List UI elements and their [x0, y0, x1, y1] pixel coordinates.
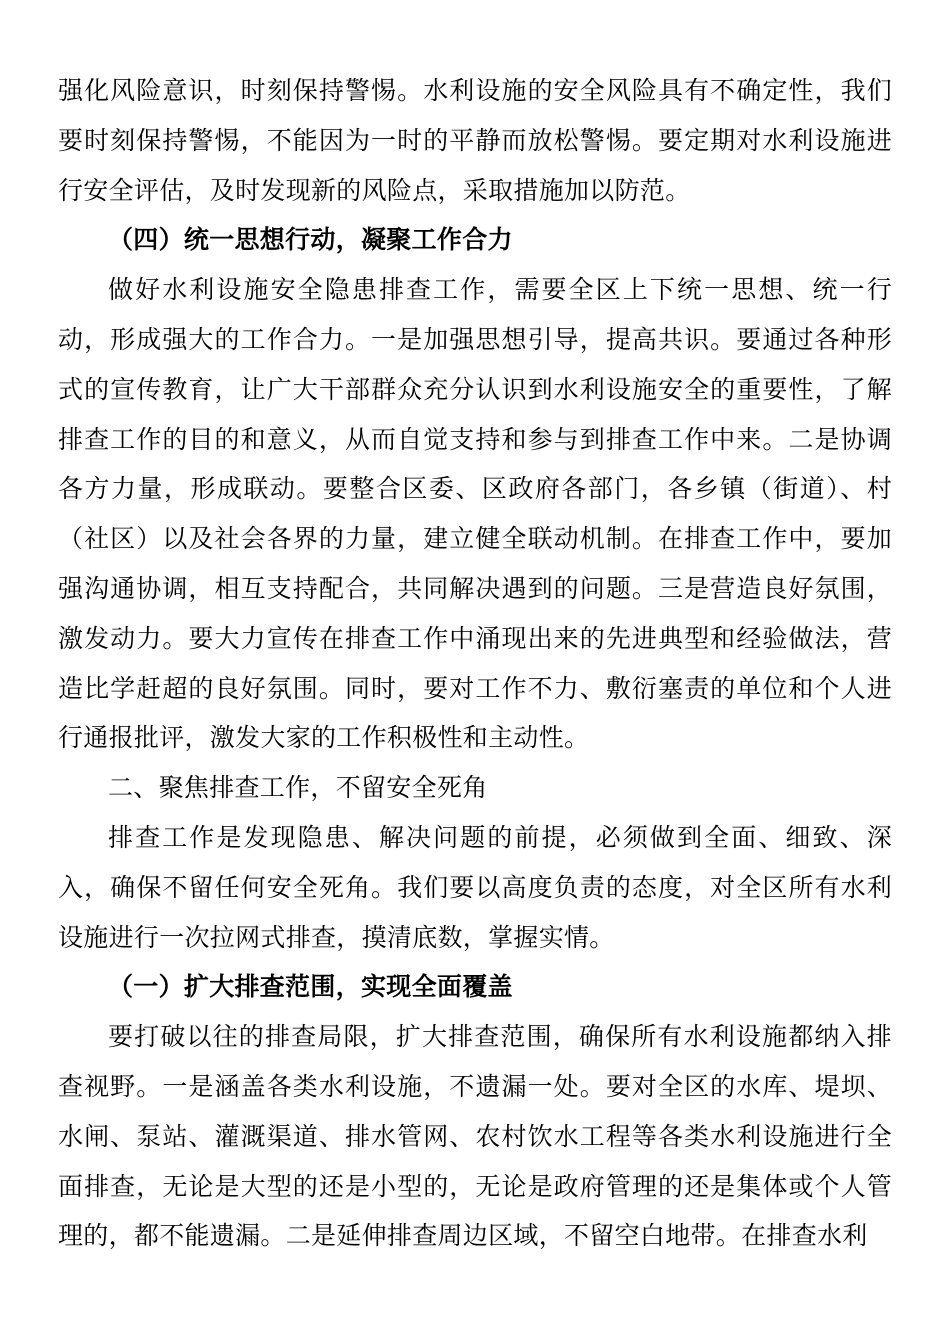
- chapter-heading-2: 二、聚焦排查工作，不留安全死角: [108, 773, 488, 803]
- paragraph-expand-scope: 要打破以往的排查局限，扩大排查范围，确保所有水利设施都纳入排查视野。一是涵盖各类水利设施，不遗漏一处。要对全区的水库、堤坝、水闸、泵站、灌溉渠道、排水管网、农村饮水工程等各类水利设施进行全面排查，无论是大型的还是小型的，无论是政府管理的还是集体或个人管理的，都不能遗漏。二是延伸排查周边区域，不留空白地带。在排查水利: [58, 1022, 892, 1251]
- document-page: [58, 66, 892, 1261]
- paragraph-risk-awareness: 强化风险意识，时刻保持警惕。水利设施的安全风险具有不确定性，我们要时刻保持警惕，不能因为一时的平静而放松警惕。要定期对水利设施进行安全评估，及时发现新的风险点，采取措施加以防范。: [58, 76, 892, 205]
- paragraph-inspection-intro: 排查工作是发现隐患、解决问题的前提，必须做到全面、细致、深入，确保不留任何安全死角。我们要以高度负责的态度，对全区所有水利设施进行一次拉网式排查，摸清底数，掌握实情。: [58, 822, 892, 952]
- paragraph-unify-thinking: 做好水利设施安全隐患排查工作，需要全区上下统一思想、统一行动，形成强大的工作合力。一是加强思想引导，提高共识。要通过各种形式的宣传教育，让广大干部群众充分认识到水利设施安全的重要性，了解排查工作的目的和意义，从而自觉支持和参与到排查工作中来。二是协调各方力量，形成联动。要整合区委、区政府各部门，各乡镇（街道）、村（社区）以及社会各界的力量，建立健全联动机制。在排查工作中，要加强沟通协调，相互支持配合，共同解决遇到的问题。三是营造良好氛围，激发动力。要大力宣传在排查工作中涌现出来的先进典型和经验做法，营造比学赶超的良好氛围。同时，要对工作不力、敷衍塞责的单位和个人进行通报批评，激发大家的工作积极性和主动性。: [58, 275, 892, 753]
- section-heading-1: （一）扩大排查范围，实现全面覆盖: [108, 972, 513, 1002]
- section-heading-4: （四）统一思想行动，凝聚工作合力: [108, 225, 513, 255]
